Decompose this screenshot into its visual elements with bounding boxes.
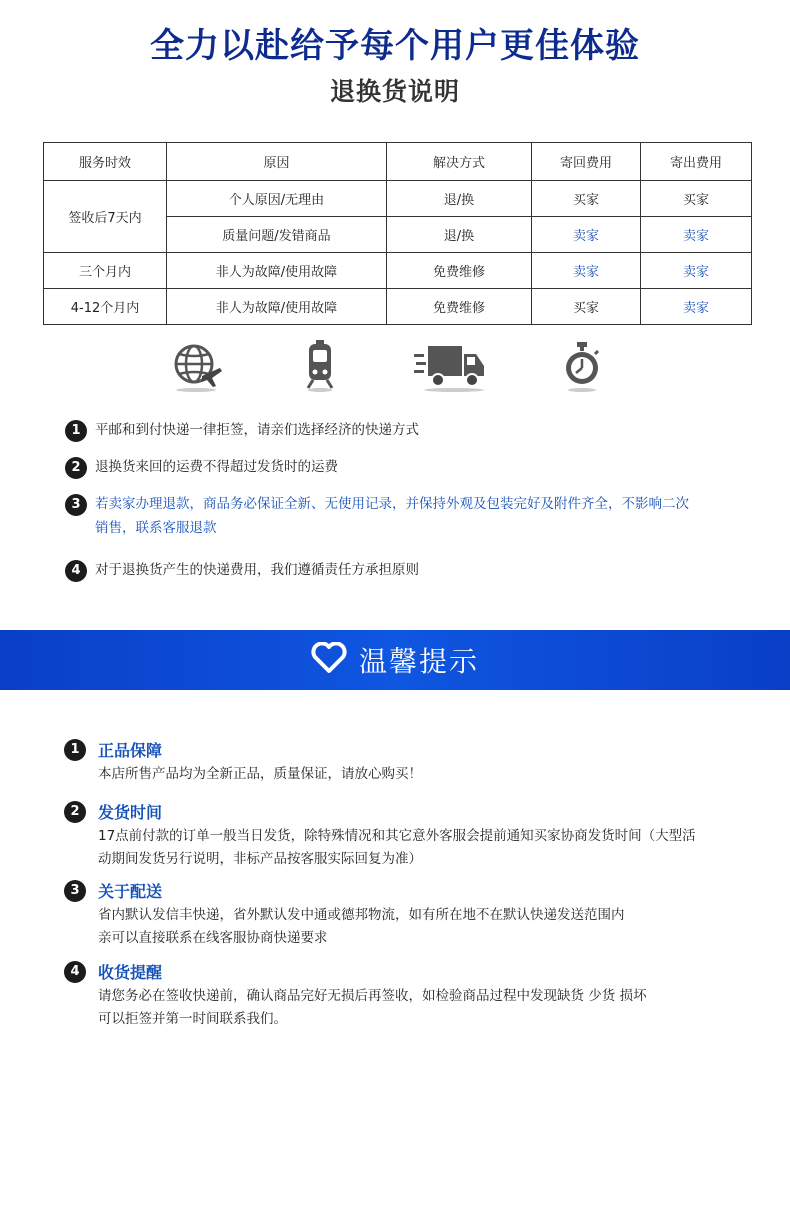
table-header-cell: 服务时效 [44, 143, 167, 181]
number-badge: 2 [65, 457, 87, 479]
table-header-cell: 寄回费用 [532, 143, 641, 181]
rule-text-line: 销售，联系客服退款 [95, 520, 217, 536]
tip-body [98, 904, 754, 950]
globe-plane-icon [172, 340, 224, 396]
return-fee-cell: 卖家 [532, 253, 641, 289]
send-fee-cell: 买家 [641, 181, 752, 217]
list-item [65, 492, 745, 540]
shipping-icons-row [0, 340, 790, 400]
train-icon [305, 340, 335, 396]
tip-body [98, 763, 754, 786]
tip-line: 动期间发货另行说明，非标产品按客服实际回复为准） [98, 851, 422, 867]
table-header-row [44, 143, 752, 181]
send-fee-cell: 卖家 [641, 217, 752, 253]
list-item [64, 879, 754, 950]
return-fee-cell: 卖家 [532, 217, 641, 253]
solution-cell: 免费维修 [387, 289, 532, 325]
list-item [64, 960, 754, 1031]
table-row [44, 289, 752, 325]
number-badge: 1 [65, 420, 87, 442]
rule-text: 退换货来回的运费不得超过发货时的运费 [95, 459, 338, 475]
solution-cell: 退/换 [387, 217, 532, 253]
send-fee-cell: 卖家 [641, 253, 752, 289]
stopwatch-icon [562, 340, 604, 396]
tips-banner [0, 630, 790, 690]
rule-text [95, 492, 689, 540]
page-subtitle: 退换货说明 [329, 77, 460, 106]
tip-line: 省内默认发信丰快递，省外默认发中通或德邦物流，如有所在地不在默认快递发送范围内 [98, 907, 625, 923]
heart-icon [311, 642, 347, 678]
solution-cell: 退/换 [387, 181, 532, 217]
tip-body [98, 985, 754, 1031]
tip-title: 关于配送 [98, 882, 163, 901]
delivery-truck-icon [414, 340, 486, 396]
period-cell: 4-12个月内 [44, 289, 167, 325]
table-header-cell: 解决方式 [387, 143, 532, 181]
tip-title: 发货时间 [98, 803, 163, 822]
table-header-cell: 原因 [167, 143, 387, 181]
tip-title: 正品保障 [98, 741, 163, 760]
period-cell: 三个月内 [44, 253, 167, 289]
table-header-cell: 寄出费用 [641, 143, 752, 181]
tip-body [98, 825, 754, 871]
tip-line: 17点前付款的订单一般当日发货，除特殊情况和其它意外客服会提前通知买家协商发货时间（大型活 [98, 828, 696, 844]
list-item [65, 558, 745, 582]
return-fee-cell: 买家 [532, 289, 641, 325]
number-badge: 3 [64, 880, 86, 902]
return-policy-table [43, 142, 752, 325]
period-cell: 签收后7天内 [44, 181, 167, 253]
tip-line: 请您务必在签收快递前，确认商品完好无损后再签收，如检验商品过程中发现缺货 少货 损坏 [98, 988, 647, 1004]
page-headline: 全力以赴给予每个用户更佳体验 [150, 26, 640, 66]
reason-cell: 个人原因/无理由 [167, 181, 387, 217]
return-fee-cell: 买家 [532, 181, 641, 217]
number-badge: 4 [65, 560, 87, 582]
rule-text: 平邮和到付快递一律拒签，请亲们选择经济的快递方式 [95, 422, 419, 438]
number-badge: 1 [64, 739, 86, 761]
reason-cell: 质量问题/发错商品 [167, 217, 387, 253]
tip-title: 收货提醒 [98, 963, 163, 982]
reason-cell: 非人为故障/使用故障 [167, 253, 387, 289]
solution-cell: 免费维修 [387, 253, 532, 289]
number-badge: 4 [64, 961, 86, 983]
table-row [44, 181, 752, 217]
tip-line: 本店所售产品均为全新正品，质量保证，请放心购买！ [98, 766, 422, 782]
rule-text-line: 若卖家办理退款，商品务必保证全新、无使用记录，并保持外观及包装完好及附件齐全，不影响二次 [95, 496, 689, 512]
number-badge: 3 [65, 494, 87, 516]
table-row [44, 253, 752, 289]
send-fee-cell: 卖家 [641, 289, 752, 325]
banner-title: 温馨提示 [358, 645, 479, 678]
list-item [65, 455, 745, 479]
number-badge: 2 [64, 801, 86, 823]
list-item [65, 418, 745, 442]
rule-text: 对于退换货产生的快递费用，我们遵循责任方承担原则 [95, 562, 419, 578]
list-item [64, 800, 754, 871]
tip-line: 可以拒签并第一时间联系我们。 [98, 1011, 287, 1027]
tip-line: 亲可以直接联系在线客服协商快递要求 [98, 930, 328, 946]
list-item [64, 738, 754, 786]
reason-cell: 非人为故障/使用故障 [167, 289, 387, 325]
